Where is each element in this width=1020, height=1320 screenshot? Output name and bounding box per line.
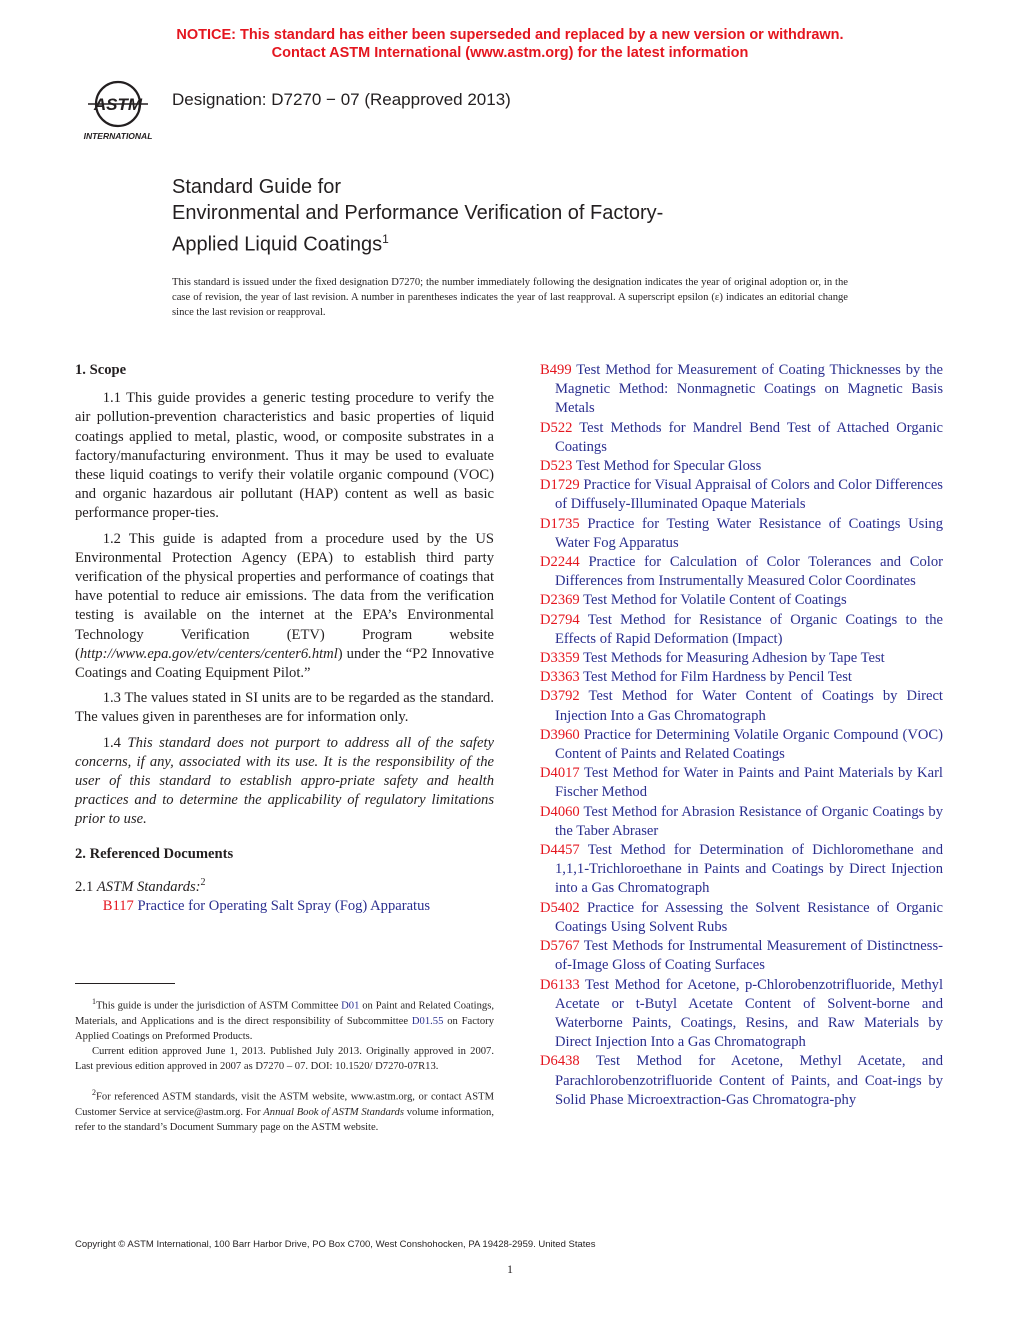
logo-bottom-text: INTERNATIONAL — [83, 131, 153, 141]
reference-item[interactable] — [540, 591, 943, 610]
left-column — [75, 361, 494, 916]
reference-title[interactable]: Test Method for Film Hardness by Pencil Test — [583, 669, 852, 686]
astm-standards-subheading — [75, 873, 494, 897]
footnote-1-text-c: on Factory Applied Coatings on Preformed Products. — [75, 1015, 494, 1042]
reference-item[interactable] — [540, 764, 943, 802]
subcommittee-link[interactable]: D01.55 — [411, 1015, 444, 1027]
reference-title[interactable]: Practice for Visual Appraisal of Colors and Color Differences of Diffusely-Illuminated Opaque Materials — [555, 477, 943, 513]
reference-code[interactable]: D4457 — [540, 842, 580, 859]
reference-title[interactable]: Test Method for Measurement of Coating Thicknesses by the Magnetic Method: Nonmagnetic Coatings on Magnetic Basis Metals — [555, 362, 943, 417]
title-footnote-mark: 1 — [382, 232, 389, 246]
reference-code[interactable]: D522 — [540, 419, 573, 436]
scope-para-1-2 — [75, 530, 494, 684]
copyright-line: Copyright © ASTM International, 100 Barr Harbor Drive, PO Box C700, West Conshohocken, PA 19428-2959. United States — [75, 1239, 596, 1250]
notice-line-2: Contact ASTM International (www.astm.org) for the latest information — [271, 45, 749, 61]
title-line-3-text: Applied Liquid Coatings — [172, 233, 383, 256]
reference-code[interactable]: D1729 — [540, 477, 580, 494]
reference-title[interactable]: Test Method for Specular Gloss — [575, 458, 762, 475]
reference-item[interactable] — [540, 1052, 943, 1110]
footnote-1-text-a: This guide is under the jurisdiction of ASTM Committee — [95, 1000, 342, 1012]
reference-title[interactable]: Test Method for Volatile Content of Coatings — [583, 592, 847, 609]
section-scope-heading: 1. Scope — [75, 362, 127, 378]
reference-item[interactable] — [540, 553, 943, 591]
reference-title[interactable]: Test Method for Abrasion Resistance of Organic Coatings by the Taber Abraser — [555, 803, 943, 839]
reference-code[interactable]: D3960 — [540, 726, 580, 743]
safety-statement: This standard does not purport to address all of the safety concerns, if any, associated with its use. It is the responsibility of the user of this standard to establish appro-priate safety and health practices and to determine the applicability of regulatory limitations prior to use. — [75, 734, 494, 828]
withdrawn-notice — [0, 26, 1020, 62]
reference-item[interactable] — [103, 897, 494, 916]
right-column — [540, 361, 943, 1110]
reference-title[interactable]: Practice for Determining Volatile Organic Compound (VOC) Content of Paints and Related Coatings — [555, 726, 943, 763]
footnote-2-italic: Annual Book of ASTM Standards — [263, 1106, 404, 1118]
reference-item[interactable] — [540, 976, 943, 1053]
footnote-2-text-a: For referenced ASTM standards, visit the ASTM website, www.astm.org, or contact ASTM Customer Service at service@astm.org. For — [75, 1091, 494, 1118]
scope-para-1-2-text: 1.2 This guide is adapted from a procedure used by the US Environmental Protection Agency (EPA) to establish third party verification of the physical properties and performance of coatings that have potential to reduce air emissions. The data from the verification testing is available on the internet at the EPA’s Environmental Technology Verification (ETV) Program website ( — [75, 530, 494, 662]
title-line-1: Standard Guide for — [172, 176, 341, 198]
reference-code[interactable]: D6438 — [540, 1053, 580, 1070]
reference-code[interactable]: B117 — [102, 897, 134, 914]
reference-code[interactable]: D523 — [540, 458, 573, 475]
reference-item[interactable] — [540, 937, 943, 975]
subheading-num: 2.1 — [75, 878, 97, 895]
scope-para-1-4 — [75, 734, 494, 830]
reference-item[interactable] — [540, 726, 943, 764]
issuance-note: This standard is issued under the fixed designation D7270; the number immediately following the designation indicates the year of original adoption or, in the case of revision, the year of last revision. A number in parentheses indicates the year of last reapproval. A superscript epsilon (ε) indicates an editorial change since the last revision or reapproval. — [172, 277, 848, 319]
title-line-2: Environmental and Performance Verification of Factory- — [172, 202, 664, 224]
reference-item[interactable] — [540, 687, 943, 725]
reference-title[interactable]: Test Methods for Mandrel Bend Test of Attached Organic Coatings — [555, 419, 943, 455]
reference-code[interactable]: D3363 — [540, 669, 580, 686]
refs-right-list — [540, 361, 943, 1110]
footnote-2-mark: 2 — [91, 1088, 96, 1097]
reference-code[interactable]: B499 — [540, 362, 572, 378]
reference-title[interactable]: Test Method for Acetone, p-Chlorobenzotrifluoride, Methyl Acetate or t-Butyl Acetate Content of Solvent-borne and Waterborne Paints, Coatings, Resins, and Raw Materials by Direct Injection Into a Gas Chromatograph — [555, 976, 943, 1051]
reference-code[interactable]: D2244 — [540, 554, 580, 571]
reference-item[interactable] — [540, 361, 943, 419]
reference-code[interactable]: D4017 — [540, 765, 580, 782]
reference-code[interactable]: D3792 — [540, 688, 580, 705]
notice-line-1: NOTICE: This standard has either been superseded and replaced by a new version or withdrawn. — [176, 27, 844, 43]
reference-code[interactable]: D3359 — [540, 650, 580, 667]
reference-item[interactable] — [540, 611, 943, 649]
scope-para-1-3: 1.3 The values stated in SI units are to be regarded as the standard. The values given in parentheses are for information only. — [75, 690, 494, 726]
reference-code[interactable]: D5767 — [540, 938, 580, 955]
reference-title[interactable]: Practice for Assessing the Solvent Resistance of Organic Coatings Using Solvent Rubs — [555, 899, 943, 935]
reference-item[interactable] — [540, 841, 943, 899]
logo-top-text: ASTM — [93, 95, 143, 114]
reference-item[interactable] — [540, 476, 943, 514]
reference-item[interactable] — [540, 668, 943, 687]
reference-code[interactable]: D2369 — [540, 592, 580, 609]
section-referenced-docs-heading: 2. Referenced Documents — [75, 845, 234, 862]
scope-para-1-4-num: 1.4 — [102, 734, 128, 751]
reference-code[interactable]: D2794 — [540, 611, 580, 628]
footnote-1-mark: 1 — [91, 997, 96, 1006]
designation: Designation: D7270 − 07 (Reapproved 2013) — [172, 90, 511, 109]
scope-para-1-2-tail: ) under the “P2 Innovative Coatings and Coating Equipment Pilot.” — [75, 645, 494, 682]
etv-website-url: http://www.epa.gov/etv/centers/center6.html — [79, 645, 338, 662]
subheading-footnote-mark: 2 — [200, 876, 206, 888]
reference-code[interactable]: D1735 — [540, 515, 580, 532]
footnote-1 — [75, 994, 494, 1075]
reference-title[interactable]: Practice for Testing Water Resistance of Coatings Using Water Fog Apparatus — [555, 515, 943, 551]
footnote-2 — [75, 1085, 494, 1135]
scope-para-1-1: 1.1 This guide provides a generic testing procedure to verify the air pollution-prevention characteristics and basic properties of liquid coatings applied to metal, plastic, wood, or composite substrates in a factory/manufacturing environment. Thus it may be used to evaluate these liquid coatings to verify their volatile organic compound (VOC) and organic hazardous air pollutant (HAP) content as well as basic performance proper-ties. — [75, 390, 494, 522]
footnote-1-para-2: Current edition approved June 1, 2013. Published July 2013. Originally approved in 2007. Last previous edition approved in 2007 as D7270 – 07. DOI: 10.1520/ D7270-07R13. — [75, 1046, 494, 1073]
reference-item[interactable] — [540, 803, 943, 841]
footnote-1-para-1 — [75, 994, 494, 1044]
reference-item[interactable] — [540, 649, 943, 668]
reference-title[interactable]: Test Method for Water Content of Coatings by Direct Injection Into a Gas Chromatograph — [555, 688, 943, 724]
reference-item[interactable] — [540, 419, 943, 457]
document-title — [172, 174, 852, 258]
astm-logo-icon — [74, 74, 162, 144]
reference-item[interactable] — [540, 515, 943, 553]
reference-title[interactable]: Test Method for Resistance of Organic Coatings to the Effects of Rapid Deformation (Impact) — [555, 611, 943, 647]
reference-title[interactable]: Test Methods for Measuring Adhesion by Tape Test — [583, 650, 885, 667]
reference-code[interactable]: D6133 — [540, 976, 580, 993]
reference-title[interactable]: Test Method for Determination of Dichloromethane and 1,1,1-Trichloroethane in Paints and Coatings by Direct Injection into a Gas Chromatograph — [555, 842, 943, 897]
subheading-label: ASTM Standards: — [96, 878, 201, 895]
reference-code[interactable]: D5402 — [540, 899, 580, 916]
footnote-2-para — [75, 1085, 494, 1135]
title-line-3 — [172, 226, 852, 258]
refs-left-list — [103, 897, 494, 916]
reference-item[interactable] — [540, 899, 943, 937]
page-number: 1 — [507, 1262, 513, 1276]
footnote-divider — [75, 983, 175, 984]
reference-item[interactable] — [540, 457, 943, 476]
reference-code[interactable]: D4060 — [540, 803, 580, 820]
footnote-2-text-b: volume information, refer to the standard’s Document Summary page on the ASTM website. — [75, 1106, 494, 1133]
reference-title[interactable]: Test Method for Water in Paints and Paint Materials by Karl Fischer Method — [555, 765, 943, 801]
reference-title[interactable]: Test Method for Acetone, Methyl Acetate, and Parachlorobenzotrifluoride Content of Paints, and Coat-ings by Solid Phase Microextraction-Gas Chromatogra-phy — [555, 1053, 943, 1108]
reference-title[interactable]: Practice for Operating Salt Spray (Fog) Apparatus — [137, 897, 431, 914]
footnote-1-text-b: on Paint and Related Coatings, Materials, and Applications and is the direct responsibility of Subcommittee — [75, 1000, 494, 1027]
reference-title[interactable]: Test Methods for Instrumental Measurement of Distinctness-of-Image Gloss of Coating Surfaces — [555, 938, 944, 974]
committee-link[interactable]: D01 — [341, 1000, 360, 1012]
reference-title[interactable]: Practice for Calculation of Color Tolerances and Color Differences from Instrumentally Measured Color Coordinates — [555, 554, 943, 590]
